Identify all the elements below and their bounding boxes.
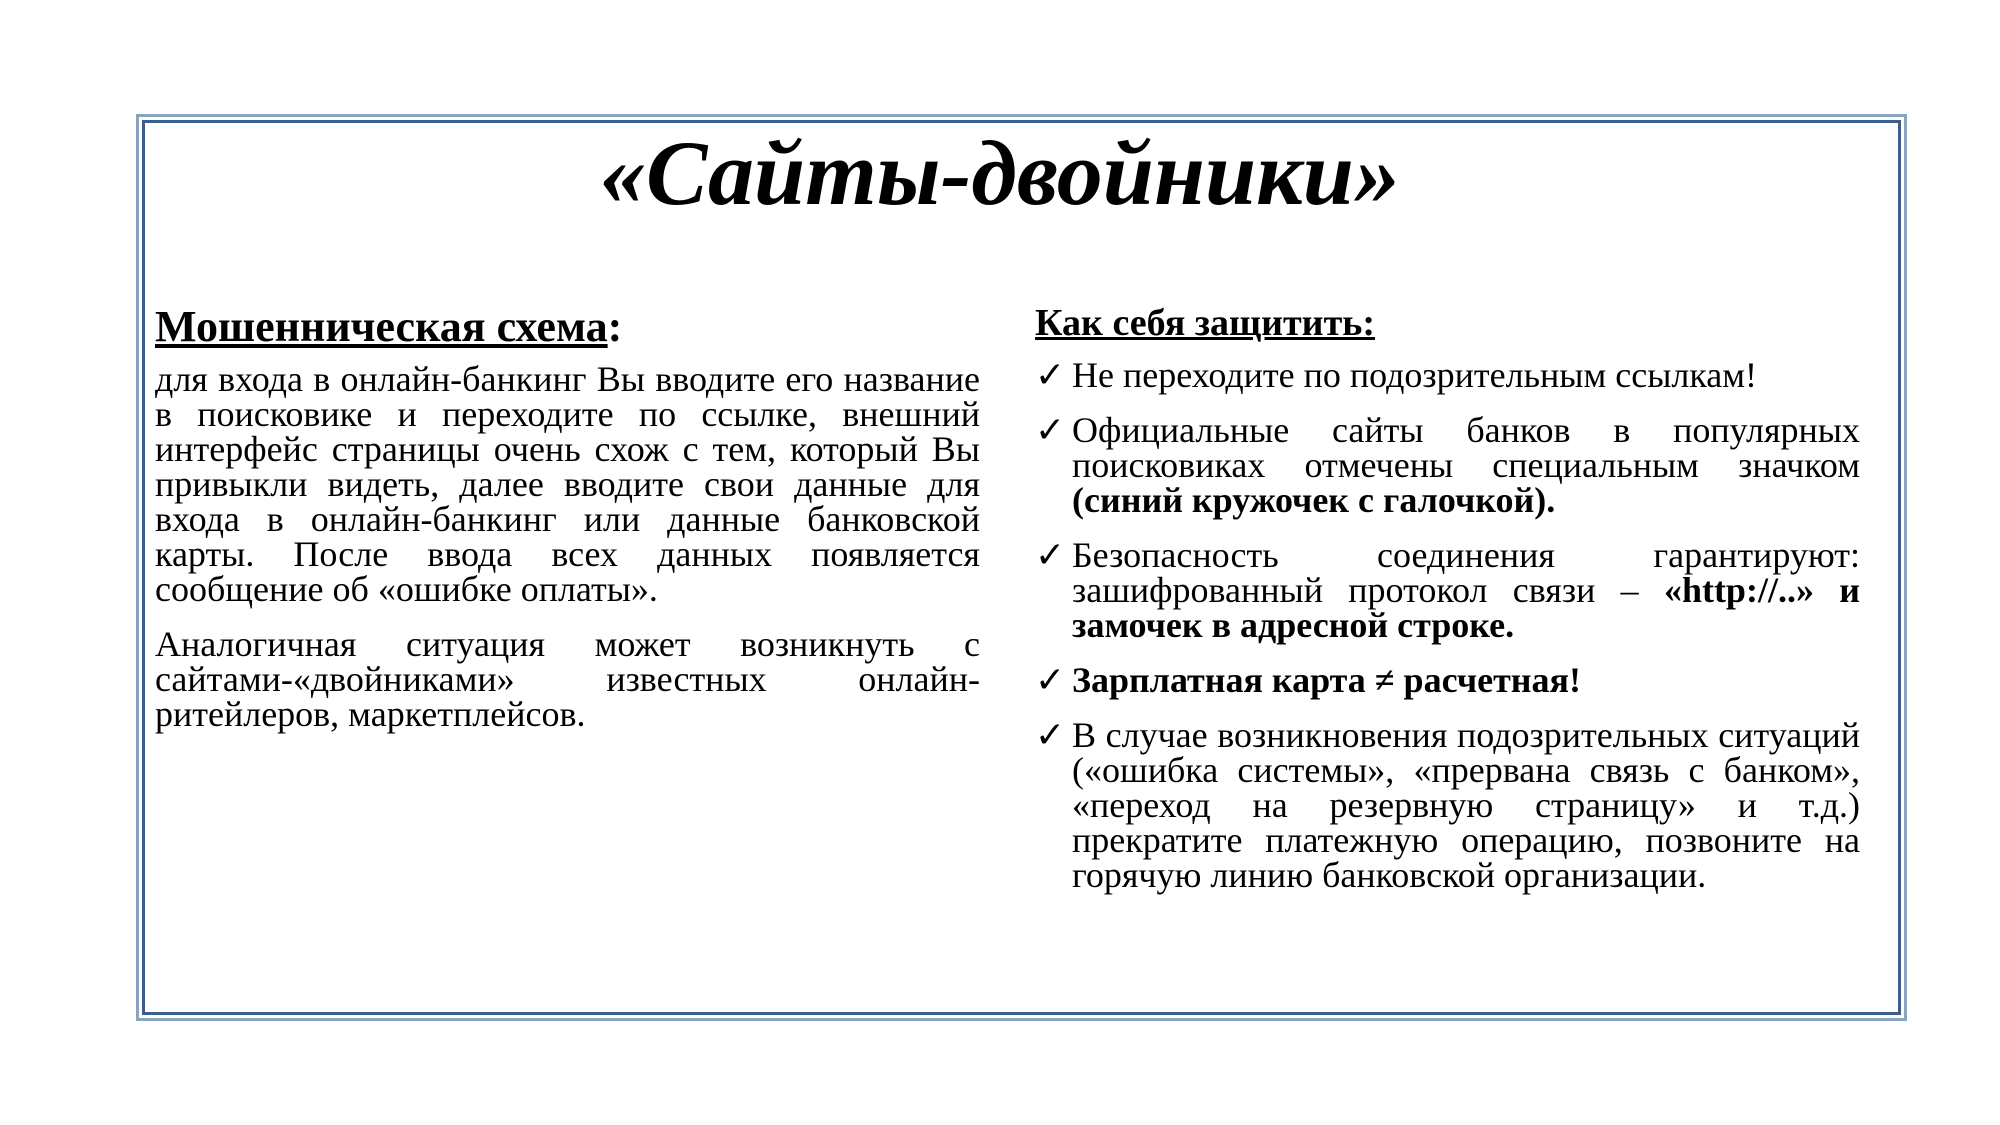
list-item [1035,535,1860,645]
list-item-text [1072,660,1860,700]
list-item-text [1072,410,1860,520]
list-item-bold: Зарплатная карта ≠ расчетная! [1072,660,1582,700]
fraud-scheme-paragraph-2: Аналогичная ситуация может возникнуть с сайтами-«двойниками» известных онлайн-ритейлеров, маркетплейсов. [155,624,980,734]
list-item-text [1072,355,1860,395]
fraud-scheme-heading [155,300,980,354]
checkmark-icon: ✓ [1035,410,1066,451]
list-item-regular: Официальные сайты банков в популярных поисковиках отмечены специальным значком [1072,410,1860,485]
list-item [1035,715,1860,895]
protection-heading: Как себя защитить: [1035,302,1375,344]
fraud-scheme-heading-text: Мошенническая схема [155,302,608,351]
checkmark-icon: ✓ [1035,715,1066,756]
list-item [1035,355,1860,396]
list-item [1035,410,1860,520]
protection-column [1035,300,1860,913]
fraud-scheme-paragraph-1: для входа в онлайн-банкинг Вы вводите его название в поисковике и переходите по ссылке, внешний интерфейс страницы очень схож с тем, который Вы привыкли видеть, далее вводите свои данные для входа в онлайн-банкинг или данные банковской карты. После ввода всех данных появляется сообщение об «ошибке оплаты». [155,359,980,609]
checkmark-icon: ✓ [1035,355,1066,396]
list-item-text [1072,535,1860,645]
fraud-scheme-column [155,300,980,752]
checkmark-icon: ✓ [1035,535,1066,576]
list-item-bold: (синий кружочек с галочкой). [1072,480,1556,520]
fraud-scheme-heading-colon: : [607,302,623,351]
list-item-bold: «http://..» и замочек в адресной строке. [1072,570,1860,645]
page-title: «Сайты-двойники» [600,122,1400,224]
list-item-regular: Безопасность соединения гарантируют: зашифрованный протокол связи – [1072,535,1860,610]
list-item-regular: Не переходите по подозрительным ссылкам! [1072,355,1758,395]
list-item-text [1072,715,1860,895]
checkmark-icon: ✓ [1035,660,1066,701]
protection-list [1035,355,1860,895]
list-item-regular: В случае возникновения подозрительных ситуаций («ошибка системы», «прервана связь с банком», «переход на резервную страницу» и т.д.) прекратите платежную операцию, позвоните на горячую линию банковской организации. [1072,715,1860,895]
list-item [1035,660,1860,701]
